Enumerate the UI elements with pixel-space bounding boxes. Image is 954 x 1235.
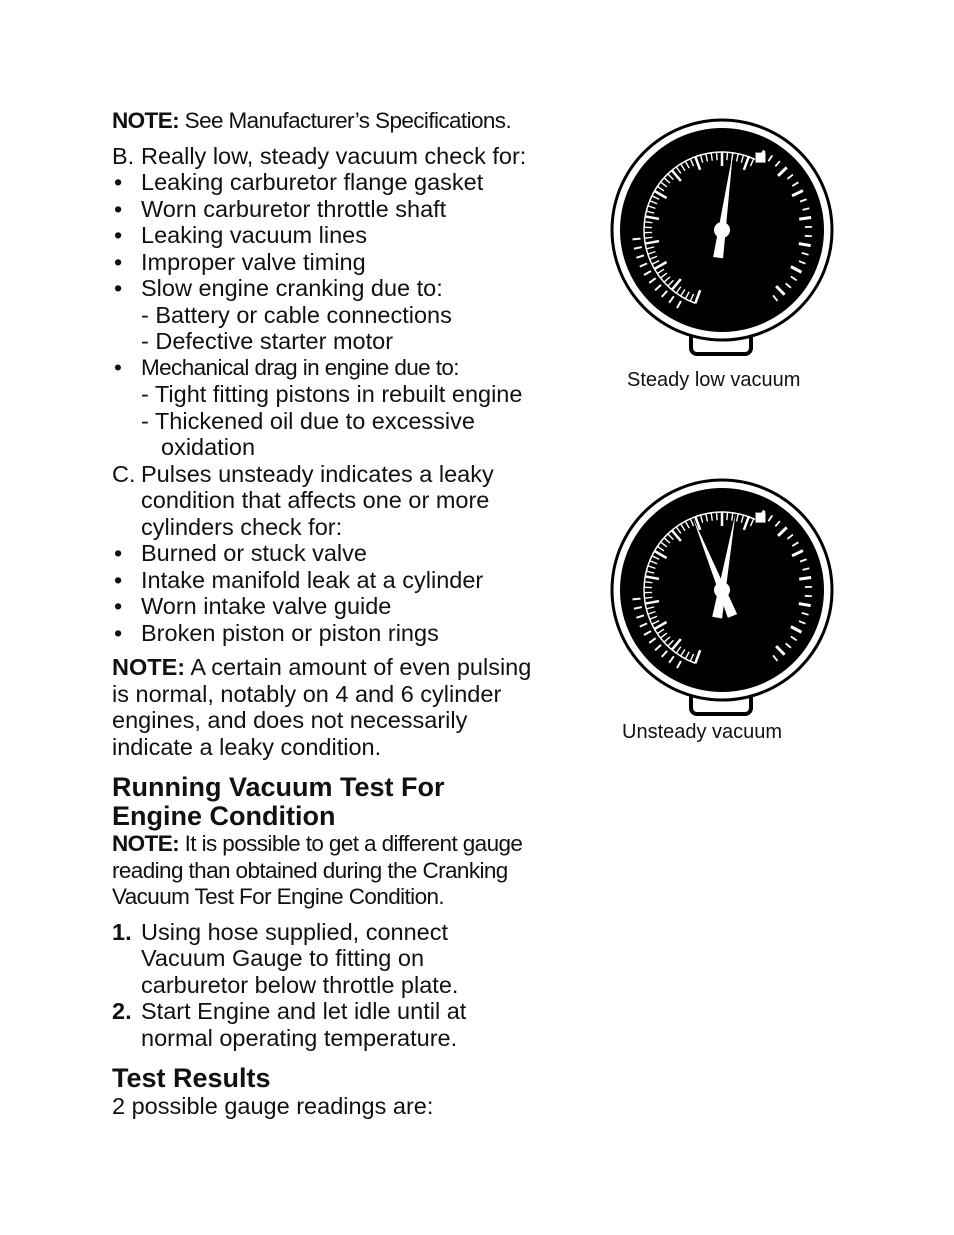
- list-item: • Intake manifold leak at a cylinder: [114, 566, 484, 593]
- zero-marker: [755, 513, 765, 523]
- bullet-icon: •: [114, 248, 123, 275]
- section-heading-test-results: Test Results: [112, 1063, 271, 1093]
- note-pulsing-line: engines, and does not necessarily: [112, 707, 468, 733]
- vacuum-gauge-unsteady: [600, 472, 844, 722]
- section-b-marker: B.: [112, 142, 135, 169]
- list-item: • Leaking vacuum lines: [114, 222, 367, 248]
- section-c-line: condition that affects one or more: [141, 487, 490, 513]
- scale-tick: [799, 217, 811, 219]
- test-results-text: 2 possible gauge readings are:: [112, 1093, 434, 1119]
- section-heading-running-vacuum: Running Vacuum Test For Engine Condition: [112, 772, 445, 831]
- note-pulsing-line: indicate a leaky condition.: [112, 733, 382, 760]
- scale-tick: [799, 244, 811, 246]
- section-c-line: C. Pulses unsteady indicates a leaky: [112, 460, 494, 487]
- bullet-icon: •: [114, 593, 123, 619]
- list-item: • Worn intake valve guide: [114, 593, 392, 619]
- gauge-hub: [714, 582, 730, 598]
- section-b-title: B. Really low, steady vacuum check for:: [112, 142, 527, 169]
- list-item: • Mechanical drag in engine due to:: [114, 354, 459, 380]
- step-2: 2. Start Engine and let idle until at: [112, 998, 467, 1024]
- note-pulsing-line: is normal, notably on 4 and 6 cylinder: [112, 680, 502, 707]
- bullet-icon: •: [114, 354, 122, 380]
- bullet-icon: •: [114, 195, 123, 222]
- bullet-icon: •: [114, 619, 123, 646]
- scale-tick: [717, 152, 718, 160]
- step-2-line: normal operating temperature.: [141, 1024, 458, 1051]
- sub-item: - Thickened oil due to excessive: [141, 407, 475, 434]
- sub-item: - Battery or cable connections: [141, 301, 452, 328]
- note-pulsing: NOTE: A certain amount of even pulsing: [112, 654, 532, 680]
- bullet-icon: •: [114, 566, 123, 593]
- scale-tick: [644, 582, 652, 583]
- step-1-line: carburetor below throttle plate.: [141, 971, 459, 998]
- note-manufacturer-specs: NOTE: See Manufacturer’s Specifications.: [112, 108, 512, 133]
- scale-tick: [644, 237, 652, 238]
- vacuum-gauge-steady: [600, 112, 844, 362]
- gauge-hub: [714, 222, 730, 238]
- note-cranking-line: Vacuum Test For Engine Condition.: [112, 884, 445, 909]
- scale-tick: [717, 512, 718, 520]
- gauge-caption-unsteady: Unsteady vacuum: [622, 721, 783, 743]
- scale-tick: [799, 577, 811, 579]
- bullet-icon: •: [114, 540, 123, 566]
- list-item: • Worn carburetor throttle shaft: [114, 195, 447, 222]
- scale-tick: [632, 239, 640, 240]
- list-item: • Broken piston or piston rings: [114, 619, 439, 646]
- sub-item-continuation: oxidation: [161, 434, 256, 460]
- list-item: • Slow engine cranking due to:: [114, 275, 443, 301]
- list-item: • Improper valve timing: [114, 248, 366, 275]
- sub-item: - Defective starter motor: [141, 328, 394, 354]
- list-item: • Leaking carburetor flange gasket: [114, 169, 484, 195]
- scale-tick: [727, 152, 728, 160]
- sub-item: - Tight fitting pistons in rebuilt engine: [141, 381, 523, 407]
- zero-marker: [755, 153, 765, 163]
- bullet-icon: •: [114, 275, 123, 301]
- scale-tick: [644, 597, 652, 598]
- note-cranking-line: reading than obtained during the Cranking: [112, 857, 508, 883]
- bullet-icon: •: [114, 169, 123, 195]
- note-cranking: NOTE: It is possible to get a different gauge: [112, 831, 523, 856]
- scale-tick: [632, 599, 640, 600]
- section-c-line: cylinders check for:: [141, 513, 343, 540]
- scale-tick: [727, 512, 728, 520]
- gauge-caption-steady: Steady low vacuum: [627, 369, 801, 391]
- scale-tick: [644, 222, 652, 223]
- text-column: [112, 108, 582, 1120]
- list-item: • Burned or stuck valve: [114, 540, 367, 566]
- step-1-line: Vacuum Gauge to fitting on: [141, 945, 425, 971]
- bullet-icon: •: [114, 222, 123, 248]
- step-1: 1. Using hose supplied, connect: [112, 918, 449, 945]
- section-c-marker: C.: [112, 460, 136, 487]
- scale-tick: [799, 604, 811, 606]
